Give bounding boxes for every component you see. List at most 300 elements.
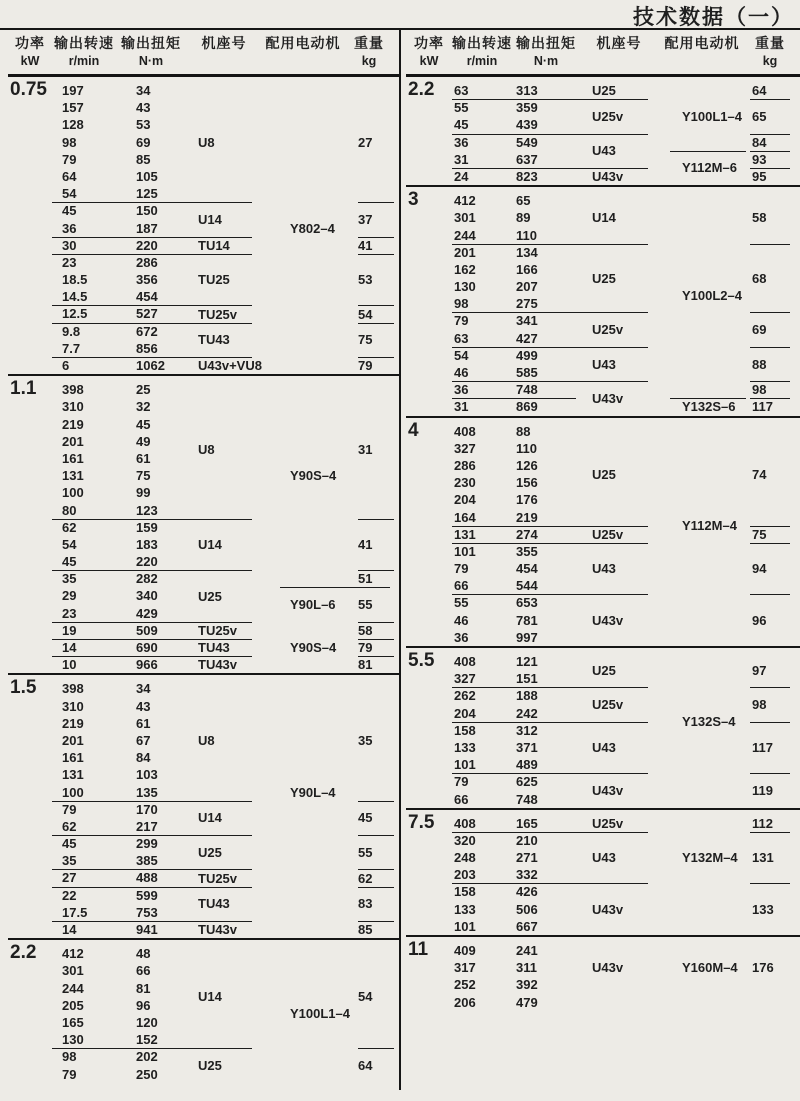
separator-line — [750, 381, 790, 382]
speed-value: 54 — [62, 186, 77, 202]
speed-value: 162 — [454, 261, 476, 277]
torque-value: 340 — [136, 588, 158, 604]
frame-label: U43 — [592, 561, 616, 577]
speed-value: 29 — [62, 588, 77, 604]
col-header-power — [406, 30, 452, 74]
speed-value: 100 — [62, 784, 84, 800]
torque-value: 134 — [516, 244, 538, 260]
torque-value: 359 — [516, 100, 538, 116]
torque-value: 506 — [516, 901, 538, 917]
speed-value: 98 — [62, 1049, 77, 1065]
frame-label: U14 — [592, 210, 616, 226]
speed-value: 101 — [454, 918, 476, 934]
torque-value: 385 — [136, 853, 158, 869]
weight-value: 55 — [358, 844, 373, 860]
speed-value: 320 — [454, 832, 476, 848]
frame-label: U25v — [592, 108, 624, 124]
speed-value: 327 — [454, 440, 476, 456]
col-header-motor — [658, 30, 746, 74]
separator-line — [52, 570, 252, 571]
speed-value: 252 — [454, 977, 476, 993]
separator-line — [52, 921, 252, 922]
torque-value: 49 — [136, 433, 151, 449]
torque-value: 120 — [136, 1014, 158, 1030]
torque-value: 187 — [136, 220, 158, 236]
weight-value: 45 — [358, 810, 373, 826]
torque-value: 202 — [136, 1049, 158, 1065]
torque-value: 207 — [516, 279, 538, 295]
weight-value: 98 — [752, 697, 767, 713]
speed-value: 205 — [62, 997, 84, 1013]
weight-value: 53 — [358, 272, 373, 288]
separator-line — [358, 921, 394, 922]
frame-label: U14 — [198, 810, 222, 826]
frame-label: TU43v — [198, 657, 238, 673]
torque-value: 311 — [516, 960, 537, 976]
torque-value: 454 — [516, 561, 538, 577]
speed-value: 79 — [454, 774, 469, 790]
power-group-5.5 — [406, 648, 800, 810]
torque-value: 332 — [516, 867, 538, 883]
separator-line — [452, 99, 648, 100]
groups-right — [406, 77, 800, 1011]
torque-value: 166 — [516, 261, 538, 277]
separator-line — [750, 832, 790, 833]
torque-value: 690 — [136, 640, 158, 655]
torque-value: 1062 — [136, 358, 165, 373]
separator-line — [52, 305, 252, 306]
weight-value: 84 — [752, 134, 767, 150]
weight-value: 74 — [752, 466, 767, 482]
frame-label: U43v — [592, 390, 624, 406]
separator-line — [358, 357, 394, 358]
frame-label: U43v+VU8 — [198, 358, 262, 374]
torque-value: 61 — [136, 450, 151, 466]
weight-value: 51 — [358, 571, 373, 587]
speed-value: 130 — [62, 1032, 84, 1048]
separator-line — [358, 305, 394, 306]
speed-value: 301 — [454, 210, 476, 226]
separator-line — [750, 244, 790, 245]
power-group-2.2 — [406, 77, 800, 187]
torque-value: 313 — [516, 83, 538, 98]
separator-line — [52, 639, 252, 640]
separator-line — [52, 656, 252, 657]
speed-value: 62 — [62, 519, 77, 535]
torque-value: 84 — [136, 750, 151, 766]
weight-value: 75 — [752, 526, 767, 542]
groups-left — [8, 77, 400, 1083]
col-header-torque-label: 输出扭矩 — [121, 35, 181, 51]
power-value: 1.5 — [10, 677, 37, 699]
separator-line — [52, 1048, 252, 1049]
torque-value: 454 — [136, 289, 158, 305]
frame-label: U43 — [592, 143, 616, 159]
speed-value: 23 — [62, 254, 77, 270]
torque-value: 121 — [516, 654, 538, 669]
col-header-speed-label: 输出转速 — [54, 35, 114, 51]
separator-line — [358, 801, 394, 802]
weight-value: 133 — [752, 901, 774, 917]
separator-line — [452, 134, 648, 135]
weight-value: 96 — [752, 612, 767, 628]
separator-line — [52, 801, 252, 802]
motor-label: Y100L2–4 — [682, 287, 742, 303]
speed-value: 54 — [62, 536, 77, 552]
torque-value: 170 — [136, 801, 158, 817]
torque-value: 823 — [516, 168, 538, 184]
torque-value: 599 — [136, 887, 158, 903]
speed-value: 101 — [454, 757, 476, 773]
weight-value: 41 — [358, 237, 373, 253]
col-header-motor-label: 配用电动机 — [265, 35, 341, 51]
power-value: 2.2 — [408, 79, 435, 100]
speed-value: 165 — [62, 1014, 84, 1030]
speed-value: 201 — [62, 732, 84, 748]
torque-value: 429 — [136, 605, 158, 621]
torque-value: 355 — [516, 543, 538, 559]
separator-line — [358, 835, 394, 836]
torque-value: 856 — [136, 340, 158, 356]
torque-value: 126 — [516, 457, 538, 473]
frame-label: U43v — [592, 783, 624, 798]
separator-line — [670, 398, 746, 399]
col-header-frame-label: 机座号 — [596, 35, 642, 51]
speed-value: 7.7 — [62, 340, 81, 356]
torque-value: 250 — [136, 1066, 158, 1082]
weight-value: 64 — [358, 1058, 373, 1073]
power-value: 0.75 — [10, 79, 47, 100]
separator-line — [52, 323, 252, 324]
torque-value: 488 — [136, 870, 158, 886]
torque-value: 67 — [136, 732, 151, 748]
torque-value: 69 — [136, 134, 151, 150]
weight-value: 176 — [752, 960, 774, 976]
col-header-torque — [512, 30, 580, 74]
torque-value: 869 — [516, 399, 538, 415]
torque-value: 527 — [136, 306, 158, 322]
weight-value: 88 — [752, 356, 767, 372]
power-group-1.1 — [8, 376, 400, 675]
torque-value: 156 — [516, 475, 538, 491]
speed-value: 45 — [62, 203, 77, 219]
power-group-0.75 — [8, 77, 400, 376]
speed-value: 54 — [454, 347, 469, 363]
weight-value: 27 — [358, 134, 373, 150]
speed-value: 19 — [62, 622, 77, 638]
frame-label: U14 — [198, 212, 222, 227]
speed-value: 12.5 — [62, 306, 88, 322]
col-header-power-unit: kW — [20, 54, 40, 68]
separator-line — [452, 543, 648, 544]
col-header-speed-label: 输出转速 — [452, 35, 512, 51]
torque-value: 299 — [136, 836, 158, 852]
frame-label: TU43 — [198, 640, 230, 656]
torque-value: 150 — [136, 203, 158, 219]
weight-value: 68 — [752, 270, 767, 286]
speed-value: 201 — [454, 244, 476, 260]
speed-value: 412 — [454, 193, 476, 209]
speed-value: 36 — [62, 220, 77, 236]
torque-value: 356 — [136, 272, 158, 288]
weight-value: 117 — [752, 399, 773, 415]
separator-line — [52, 202, 252, 203]
speed-value: 35 — [62, 853, 77, 869]
torque-value: 966 — [136, 657, 158, 673]
frame-label: U25 — [198, 588, 222, 604]
torque-value: 135 — [136, 784, 158, 800]
weight-value: 69 — [752, 322, 767, 338]
col-header-speed — [452, 30, 512, 74]
torque-value: 110 — [516, 440, 537, 456]
torque-value: 941 — [136, 922, 158, 937]
speed-value: 219 — [62, 416, 84, 432]
speed-value: 66 — [454, 578, 469, 594]
torque-value: 75 — [136, 468, 151, 484]
separator-line — [52, 357, 252, 358]
weight-value: 37 — [358, 212, 373, 227]
torque-value: 123 — [136, 502, 158, 518]
speed-value: 6 — [62, 358, 70, 373]
frame-label: TU43 — [198, 896, 230, 912]
col-header-torque-unit: N·m — [138, 54, 164, 68]
speed-value: 79 — [454, 561, 469, 577]
torque-value: 220 — [136, 554, 158, 570]
weight-value: 31 — [358, 442, 373, 458]
weight-value: 98 — [752, 382, 767, 398]
speed-value: 10 — [62, 657, 77, 673]
weight-value: 79 — [358, 640, 373, 656]
torque-value: 312 — [516, 722, 538, 738]
separator-line — [358, 323, 394, 324]
weight-value: 54 — [358, 306, 373, 322]
weight-value: 83 — [358, 896, 373, 912]
motor-label: Y90S–4 — [290, 468, 337, 484]
separator-line — [52, 254, 252, 255]
separator-line — [750, 134, 790, 135]
speed-value: 98 — [454, 296, 469, 312]
weight-value: 97 — [752, 662, 767, 678]
power-group-1.5 — [8, 675, 400, 940]
speed-value: 248 — [454, 850, 476, 866]
weight-value: 35 — [358, 733, 373, 749]
separator-line — [750, 312, 790, 313]
frame-label: U25 — [198, 844, 222, 860]
torque-value: 176 — [516, 492, 538, 508]
frame-label: U25v — [592, 697, 624, 713]
speed-value: 412 — [62, 946, 84, 962]
weight-value: 79 — [358, 358, 373, 374]
speed-value: 310 — [62, 698, 84, 714]
motor-label: Y90S–4 — [290, 640, 337, 656]
frame-label: U25 — [198, 1058, 222, 1073]
speed-value: 100 — [62, 485, 84, 501]
speed-value: 18.5 — [62, 272, 88, 288]
torque-value: 220 — [136, 237, 158, 253]
weight-value: 64 — [752, 83, 767, 99]
table-left-half — [0, 30, 400, 1083]
motor-label: Y132S–6 — [682, 399, 736, 415]
speed-value: 158 — [454, 722, 476, 738]
torque-value: 653 — [516, 595, 538, 611]
speed-value: 230 — [454, 475, 476, 491]
col-header-torque-unit: N·m — [533, 54, 559, 68]
separator-line — [452, 687, 648, 688]
col-header-weight — [344, 30, 394, 74]
torque-value: 89 — [516, 210, 531, 226]
frame-label: U25 — [592, 83, 616, 99]
separator-line — [670, 151, 746, 152]
speed-value: 317 — [454, 960, 476, 976]
separator-line — [750, 687, 790, 688]
power-value: 4 — [408, 419, 419, 441]
torque-value: 105 — [136, 168, 158, 184]
speed-value: 244 — [62, 980, 84, 996]
motor-label: Y802–4 — [290, 220, 335, 236]
speed-value: 408 — [454, 815, 476, 831]
frame-label: U25 — [592, 466, 616, 482]
weight-value: 65 — [752, 108, 767, 124]
speed-value: 64 — [62, 168, 77, 184]
column-divider-line — [399, 28, 401, 1090]
torque-value: 241 — [516, 943, 538, 958]
torque-value: 544 — [516, 578, 538, 594]
motor-label: Y90L–6 — [290, 597, 336, 613]
weight-value: 55 — [358, 597, 373, 613]
speed-value: 262 — [454, 688, 476, 704]
separator-line — [452, 594, 648, 595]
table-right-half — [400, 30, 800, 1011]
speed-value: 197 — [62, 83, 84, 98]
speed-value: 14 — [62, 922, 77, 937]
speed-value: 22 — [62, 887, 77, 903]
torque-value: 151 — [516, 671, 538, 687]
col-header-torque — [116, 30, 186, 74]
speed-value: 219 — [62, 715, 84, 731]
speed-value: 206 — [454, 994, 476, 1010]
power-value: 2.2 — [10, 942, 37, 964]
speed-value: 131 — [62, 767, 84, 783]
power-group-2.2 — [8, 940, 400, 1083]
separator-line — [358, 656, 394, 657]
col-header-speed-unit: r/min — [68, 54, 100, 68]
weight-value: 119 — [752, 783, 773, 798]
speed-value: 23 — [62, 605, 77, 621]
speed-value: 133 — [454, 739, 476, 755]
separator-line — [52, 519, 252, 520]
separator-line — [452, 168, 648, 169]
torque-value: 48 — [136, 946, 151, 962]
speed-value: 46 — [454, 365, 469, 380]
frame-label: U43v — [592, 169, 624, 185]
torque-value: 125 — [136, 186, 158, 202]
speed-value: 31 — [454, 151, 469, 167]
speed-value: 63 — [454, 83, 469, 98]
frame-label: TU25v — [198, 870, 238, 886]
torque-value: 34 — [136, 83, 151, 98]
speed-value: 408 — [454, 654, 476, 669]
torque-value: 781 — [516, 612, 538, 628]
motor-label: Y112M–6 — [682, 160, 737, 176]
power-value: 7.5 — [408, 811, 435, 833]
speed-value: 36 — [454, 382, 469, 398]
torque-value: 748 — [516, 382, 538, 398]
speed-value: 301 — [62, 963, 84, 979]
motor-label: Y112M–4 — [682, 518, 737, 534]
speed-value: 327 — [454, 671, 476, 687]
speed-value: 24 — [454, 168, 469, 184]
table-header-right — [406, 30, 800, 77]
torque-value: 489 — [516, 757, 538, 773]
separator-line — [358, 570, 394, 571]
torque-value: 110 — [516, 227, 537, 243]
speed-value: 9.8 — [62, 323, 81, 339]
torque-value: 274 — [516, 526, 538, 542]
col-header-weight-label: 重量 — [755, 35, 785, 51]
separator-line — [750, 347, 790, 348]
power-value: 1.1 — [10, 378, 37, 400]
frame-label: U25 — [592, 662, 616, 678]
separator-line — [358, 622, 394, 623]
separator-line — [52, 835, 252, 836]
speed-value: 244 — [454, 227, 476, 243]
col-header-power — [8, 30, 52, 74]
torque-value: 61 — [136, 715, 151, 731]
separator-line — [358, 519, 394, 520]
torque-value: 43 — [136, 698, 151, 714]
col-header-power-label: 功率 — [15, 35, 45, 51]
speed-value: 45 — [454, 117, 469, 133]
weight-value: 85 — [358, 922, 373, 938]
col-header-torque-label: 输出扭矩 — [516, 35, 576, 51]
speed-value: 17.5 — [62, 904, 88, 920]
speed-value: 161 — [62, 450, 84, 466]
frame-label: U25v — [592, 322, 624, 338]
frame-label: U25v — [592, 815, 624, 831]
separator-line — [750, 168, 790, 169]
torque-value: 625 — [516, 774, 538, 790]
torque-value: 479 — [516, 994, 538, 1010]
weight-value: 131 — [752, 850, 774, 866]
frame-label: U14 — [198, 536, 222, 552]
frame-label: TU25v — [198, 622, 238, 638]
separator-line — [452, 312, 648, 313]
separator-line — [52, 887, 252, 888]
motor-label: Y132M–4 — [682, 850, 738, 866]
torque-value: 753 — [136, 904, 158, 920]
torque-value: 427 — [516, 330, 538, 346]
speed-value: 101 — [454, 543, 476, 559]
power-group-4 — [406, 418, 800, 648]
separator-line — [452, 832, 648, 833]
separator-line — [358, 254, 394, 255]
separator-line — [452, 244, 648, 245]
speed-value: 31 — [454, 399, 469, 415]
torque-value: 997 — [516, 629, 538, 645]
frame-label: U25v — [592, 526, 624, 542]
speed-value: 80 — [62, 502, 77, 518]
speed-value: 36 — [454, 629, 469, 645]
speed-value: 79 — [62, 1066, 77, 1082]
torque-value: 282 — [136, 571, 158, 587]
weight-value: 112 — [752, 815, 773, 831]
speed-value: 14 — [62, 640, 77, 655]
separator-line — [52, 622, 252, 623]
motor-label: Y90L–4 — [290, 784, 336, 800]
speed-value: 46 — [454, 612, 469, 628]
speed-value: 130 — [454, 279, 476, 295]
torque-value: 152 — [136, 1032, 158, 1048]
